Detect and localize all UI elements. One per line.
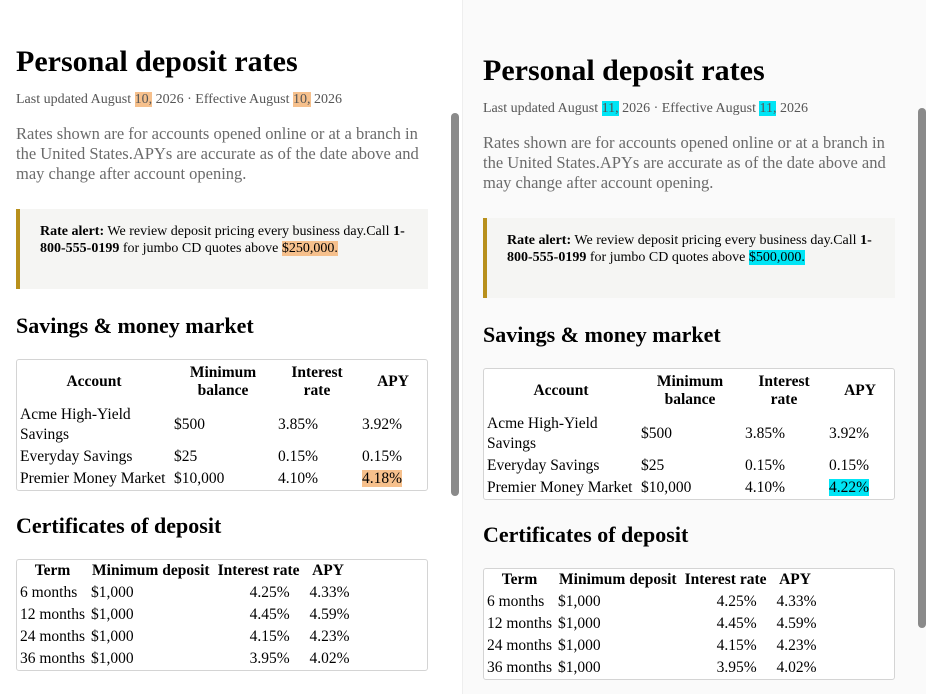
- interest-rate: 4.10%: [278, 470, 319, 487]
- last-updated-text: [483, 100, 895, 118]
- col-header-minimum-balance: Minimum balance: [656, 373, 724, 408]
- col-header-apy: APY: [312, 562, 344, 579]
- term: 6 months: [487, 593, 545, 610]
- table-row: [484, 455, 894, 477]
- interest-rate: 0.15%: [278, 448, 319, 465]
- interest-rate: 4.45%: [249, 606, 290, 623]
- col-header-interest-rate: Interest rate: [217, 562, 300, 579]
- savings-heading: Savings & money market: [483, 322, 721, 347]
- interest-rate: 0.15%: [745, 457, 786, 474]
- col-header-interest-rate: Interest rate: [291, 364, 343, 399]
- interest-rate: 4.25%: [716, 593, 757, 610]
- alert-amount-highlight: $500,000.: [748, 250, 805, 265]
- term: 36 months: [487, 659, 553, 676]
- minimum-deposit: $1,000: [558, 659, 601, 676]
- intro-text: Rates shown are for accounts opened online or at a branch in the United States.APYs are accurate as of the date above and may change after account opening.: [483, 133, 886, 192]
- apy: 4.23%: [776, 637, 817, 654]
- table-row: [17, 582, 353, 604]
- right-pane: [463, 0, 926, 694]
- cd-heading: Certificates of deposit: [483, 522, 689, 547]
- table-row: [17, 446, 427, 468]
- term: 24 months: [487, 637, 553, 654]
- page-content: [483, 53, 895, 680]
- effective-day-highlight: 10,: [293, 92, 311, 107]
- table-row: [484, 477, 894, 499]
- cd-heading: Certificates of deposit: [16, 513, 222, 538]
- table-row: [17, 626, 353, 648]
- minimum-balance: $25: [174, 448, 198, 465]
- col-header-interest-rate: Interest rate: [684, 571, 767, 588]
- account-name: Acme High-Yield Savings: [20, 406, 131, 443]
- term: 12 months: [20, 606, 86, 623]
- interest-rate: 4.15%: [716, 637, 757, 654]
- savings-table: [484, 369, 894, 499]
- apy: 0.15%: [362, 448, 403, 465]
- savings-table-container: [16, 359, 428, 491]
- updated-suffix: 2026: [776, 101, 808, 116]
- rate-alert-box: [16, 209, 428, 289]
- alert-amount-highlight: $250,000.: [281, 241, 338, 256]
- alert-phone: 1-800-555-0199: [507, 233, 872, 265]
- intro-text: Rates shown are for accounts opened online or at a branch in the United States.APYs are accurate as of the date above and may change after account opening.: [16, 124, 419, 183]
- account-name: Everyday Savings: [20, 448, 133, 465]
- effective-day-highlight: 11,: [759, 101, 777, 116]
- alert-text-2: for jumbo CD quotes above: [586, 250, 749, 265]
- account-name: Acme High-Yield Savings: [487, 415, 598, 452]
- alert-text: We review deposit pricing every business day.Call: [104, 224, 394, 239]
- col-header-account: Account: [533, 382, 589, 399]
- minimum-balance: $10,000: [174, 470, 225, 487]
- cd-table-container: [483, 568, 895, 680]
- apy: 4.02%: [776, 659, 817, 676]
- updated-prefix: Last updated August: [483, 101, 602, 116]
- apy-highlight: 4.18%: [362, 470, 403, 487]
- col-header-apy: APY: [377, 373, 409, 390]
- minimum-deposit: $1,000: [558, 637, 601, 654]
- interest-rate: 3.85%: [745, 425, 786, 442]
- alert-label: Rate alert:: [40, 224, 105, 239]
- updated-suffix: 2026: [310, 92, 342, 107]
- table-row: [17, 648, 353, 670]
- interest-rate: 3.85%: [278, 416, 319, 433]
- account-name: Everyday Savings: [487, 457, 600, 474]
- term: 24 months: [20, 628, 86, 645]
- left-scrollbar-thumb[interactable]: [451, 113, 459, 496]
- interest-rate: 3.95%: [716, 659, 757, 676]
- table-row: [484, 591, 820, 613]
- cd-table-container: [16, 559, 428, 671]
- interest-rate: 4.10%: [745, 479, 786, 496]
- term: 12 months: [487, 615, 553, 632]
- minimum-deposit: $1,000: [558, 615, 601, 632]
- table-row: [484, 635, 820, 657]
- minimum-balance: $500: [174, 416, 205, 433]
- last-updated-text: [16, 91, 428, 109]
- col-header-apy: APY: [844, 382, 876, 399]
- savings-table-container: [483, 368, 895, 500]
- account-name: Premier Money Market: [487, 479, 633, 496]
- page-title: Personal deposit rates: [16, 45, 298, 78]
- col-header-term: Term: [501, 571, 538, 588]
- apy: 4.23%: [309, 628, 350, 645]
- col-header-account: Account: [66, 373, 122, 390]
- alert-text: We review deposit pricing every business day.Call: [571, 233, 861, 248]
- apy: 4.33%: [309, 584, 350, 601]
- apy: 4.59%: [309, 606, 350, 623]
- table-row: [17, 604, 353, 626]
- term: 6 months: [20, 584, 78, 601]
- apy: 0.15%: [829, 457, 870, 474]
- col-header-minimum-balance: Minimum balance: [189, 364, 257, 399]
- apy: 4.33%: [776, 593, 817, 610]
- minimum-balance: $25: [641, 457, 665, 474]
- minimum-deposit: $1,000: [91, 628, 134, 645]
- updated-prefix: Last updated August: [16, 92, 135, 107]
- col-header-minimum-deposit: Minimum deposit: [92, 562, 210, 579]
- minimum-deposit: $1,000: [91, 606, 134, 623]
- page-title: Personal deposit rates: [483, 54, 765, 87]
- table-row: [484, 657, 820, 679]
- minimum-balance: $500: [641, 425, 672, 442]
- minimum-balance: $10,000: [641, 479, 692, 496]
- minimum-deposit: $1,000: [91, 650, 134, 667]
- account-name: Premier Money Market: [20, 470, 166, 487]
- minimum-deposit: $1,000: [91, 584, 134, 601]
- updated-day-highlight: 11,: [601, 101, 619, 116]
- apy-highlight: 4.22%: [829, 479, 870, 496]
- apy: 4.02%: [309, 650, 350, 667]
- col-header-term: Term: [34, 562, 71, 579]
- table-row: [484, 413, 894, 455]
- savings-heading: Savings & money market: [16, 313, 254, 338]
- apy: [826, 477, 894, 499]
- savings-table: [17, 360, 427, 490]
- alert-text-2: for jumbo CD quotes above: [119, 241, 282, 256]
- table-row: [484, 613, 820, 635]
- interest-rate: 3.95%: [249, 650, 290, 667]
- updated-mid: 2026 · Effective August: [618, 101, 760, 116]
- col-header-interest-rate: Interest rate: [758, 373, 810, 408]
- interest-rate: 4.45%: [716, 615, 757, 632]
- rate-alert-box: [483, 218, 895, 298]
- alert-label: Rate alert:: [507, 233, 572, 248]
- table-row: [17, 468, 427, 490]
- apy: 4.59%: [776, 615, 817, 632]
- term: 36 months: [20, 650, 86, 667]
- updated-mid: 2026 · Effective August: [152, 92, 293, 107]
- col-header-apy: APY: [779, 571, 811, 588]
- cd-table: [17, 560, 353, 670]
- minimum-deposit: $1,000: [558, 593, 601, 610]
- apy: 3.92%: [829, 425, 870, 442]
- cd-table: [484, 569, 820, 679]
- page-content: [16, 44, 428, 671]
- right-scrollbar-thumb[interactable]: [918, 108, 926, 628]
- apy: 3.92%: [362, 416, 403, 433]
- alert-phone: 1-800-555-0199: [40, 224, 405, 256]
- interest-rate: 4.25%: [249, 584, 290, 601]
- updated-day-highlight: 10,: [134, 92, 153, 107]
- table-row: [17, 404, 427, 446]
- apy: [359, 468, 427, 490]
- interest-rate: 4.15%: [249, 628, 290, 645]
- col-header-minimum-deposit: Minimum deposit: [559, 571, 677, 588]
